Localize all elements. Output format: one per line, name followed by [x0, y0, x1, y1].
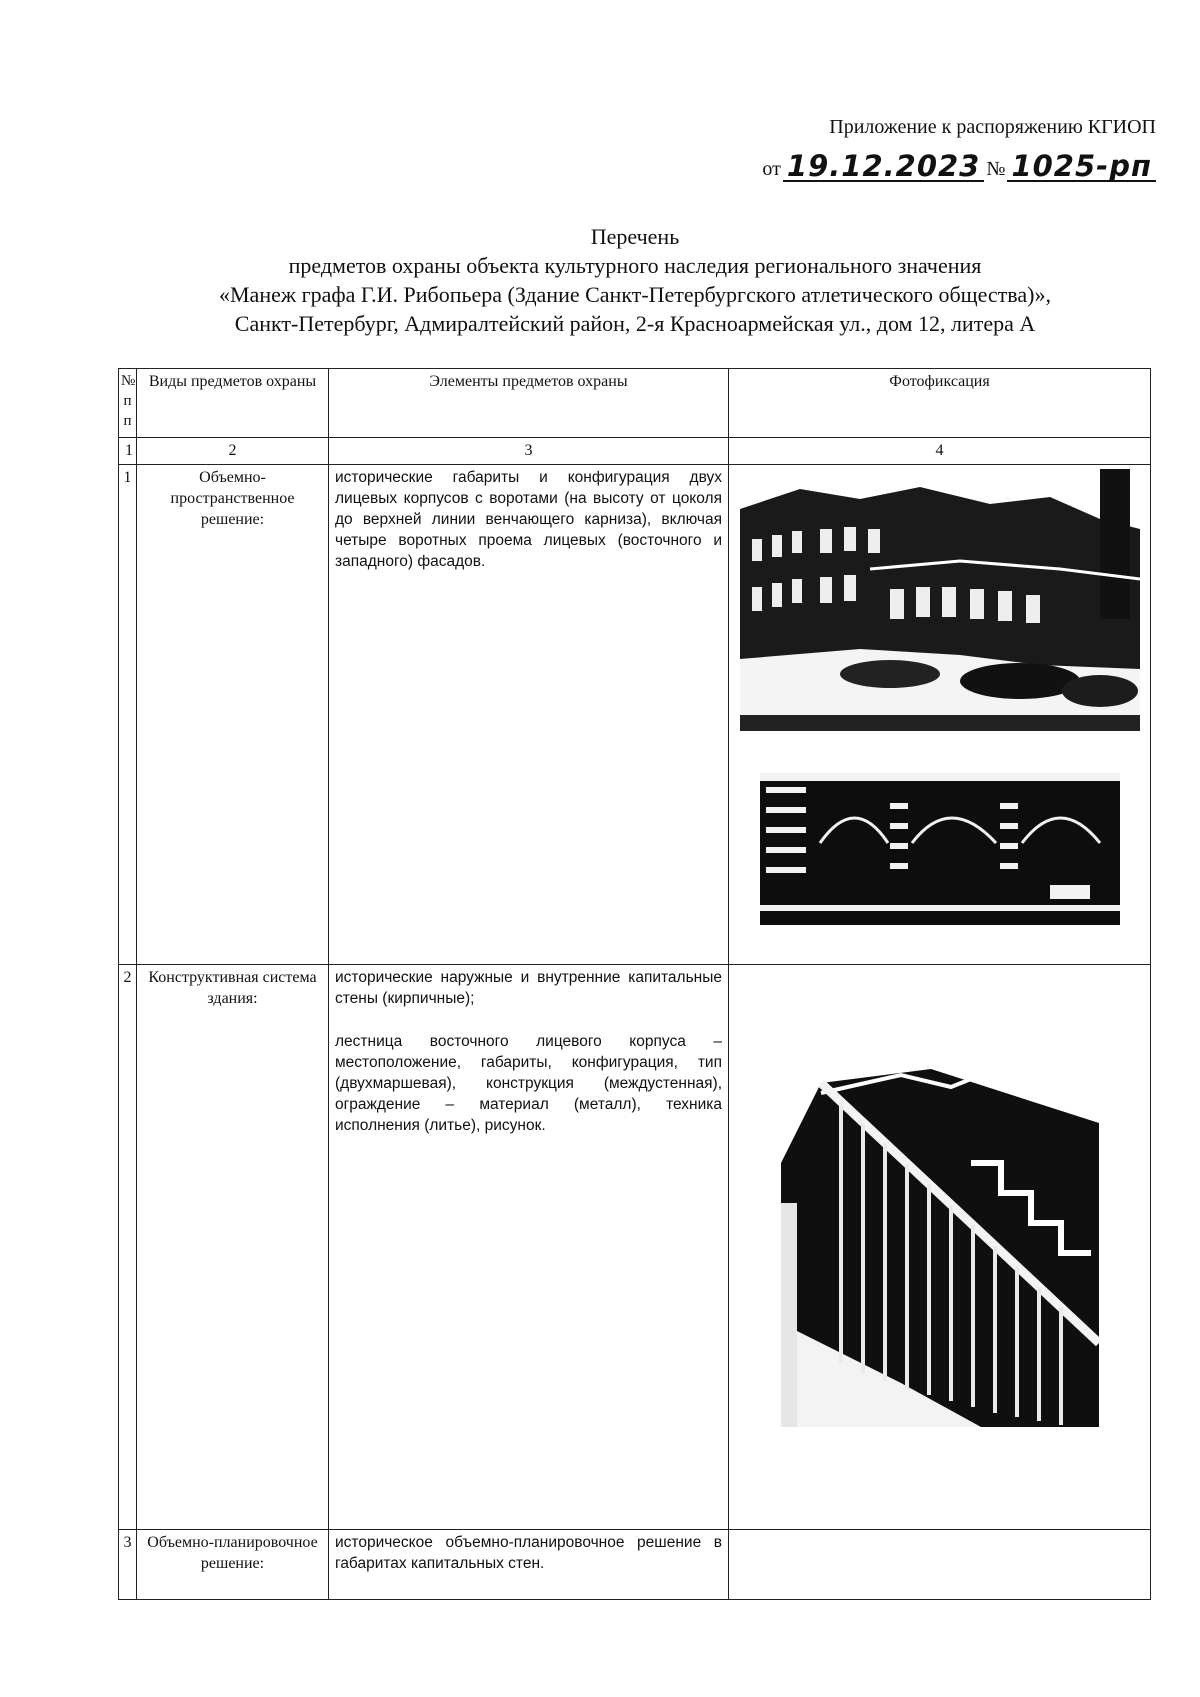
row-photos [729, 1530, 1151, 1600]
document-title [120, 222, 1150, 338]
annex-header [760, 114, 1156, 182]
element-paragraph: историческое объемно-планировочное решение в габаритах капитальных стен. [335, 1534, 722, 1572]
title-line-1: Перечень [590, 224, 680, 249]
row-elements [329, 1530, 729, 1600]
table-row [119, 465, 1151, 965]
handwritten-number: 1025-рп [1007, 152, 1156, 182]
building-corner-photo [740, 469, 1140, 731]
colnum-2: 2 [137, 438, 329, 465]
annex-date-number [760, 149, 1156, 183]
element-paragraph: исторические наружные и внутренние капитальные стены (кирпичные); [335, 969, 722, 1007]
table-row [119, 1530, 1151, 1600]
row-type: Объемно-пространственное решение: [137, 465, 329, 965]
colnum-1: 1 [119, 438, 137, 465]
header-types: Виды предметов охраны [137, 369, 329, 438]
annex-title: Приложение к распоряжению КГИОП [829, 116, 1156, 138]
row-elements [329, 465, 729, 965]
row-num: 1 [119, 465, 137, 965]
column-numbers-row [119, 438, 1151, 465]
colnum-4: 4 [729, 438, 1151, 465]
row-photos [729, 465, 1151, 965]
title-line-3: «Манеж графа Г.И. Рибопьера (Здание Санкт-Петербургского атлетического общества)», [219, 282, 1051, 307]
element-paragraph: лестница восточного лицевого корпуса – местоположение, габариты, конфигурация, тип (двухмаршевая), конструкция (междустенная), ограждение – материал (металл), техника исполнения (литье), рисунок. [335, 1033, 722, 1134]
protection-items-table [118, 368, 1151, 1600]
handwritten-date: 19.12.2023 [783, 152, 984, 182]
row-elements [329, 965, 729, 1530]
staircase-railing-photo [781, 1063, 1099, 1427]
title-line-4: Санкт-Петербург, Адмиралтейский район, 2-я Красноармейская ул., дом 12, литера А [234, 311, 1036, 336]
number-label: № [986, 158, 1006, 180]
row-num: 3 [119, 1530, 137, 1600]
title-line-2: предметов охраны объекта культурного наследия регионального значения [288, 253, 982, 278]
gate-arches-photo [760, 773, 1120, 925]
table-header-row [119, 369, 1151, 438]
from-label: от [762, 158, 781, 180]
header-elements: Элементы предметов охраны [329, 369, 729, 438]
header-num: № п п [119, 369, 137, 438]
row-photos [729, 965, 1151, 1530]
table-row [119, 965, 1151, 1530]
row-num: 2 [119, 965, 137, 1530]
row-type: Конструктивная система здания: [137, 965, 329, 1530]
row-type: Объемно-планировочное решение: [137, 1530, 329, 1600]
element-paragraph: исторические габариты и конфигурация двух лицевых корпусов с воротами (на высоту от цоколя до верхней линии венчающего карниза), включая четыре воротных проема лицевых (восточного и западного) фасадов. [335, 469, 722, 570]
header-photo: Фотофиксация [729, 369, 1151, 438]
colnum-3: 3 [329, 438, 729, 465]
